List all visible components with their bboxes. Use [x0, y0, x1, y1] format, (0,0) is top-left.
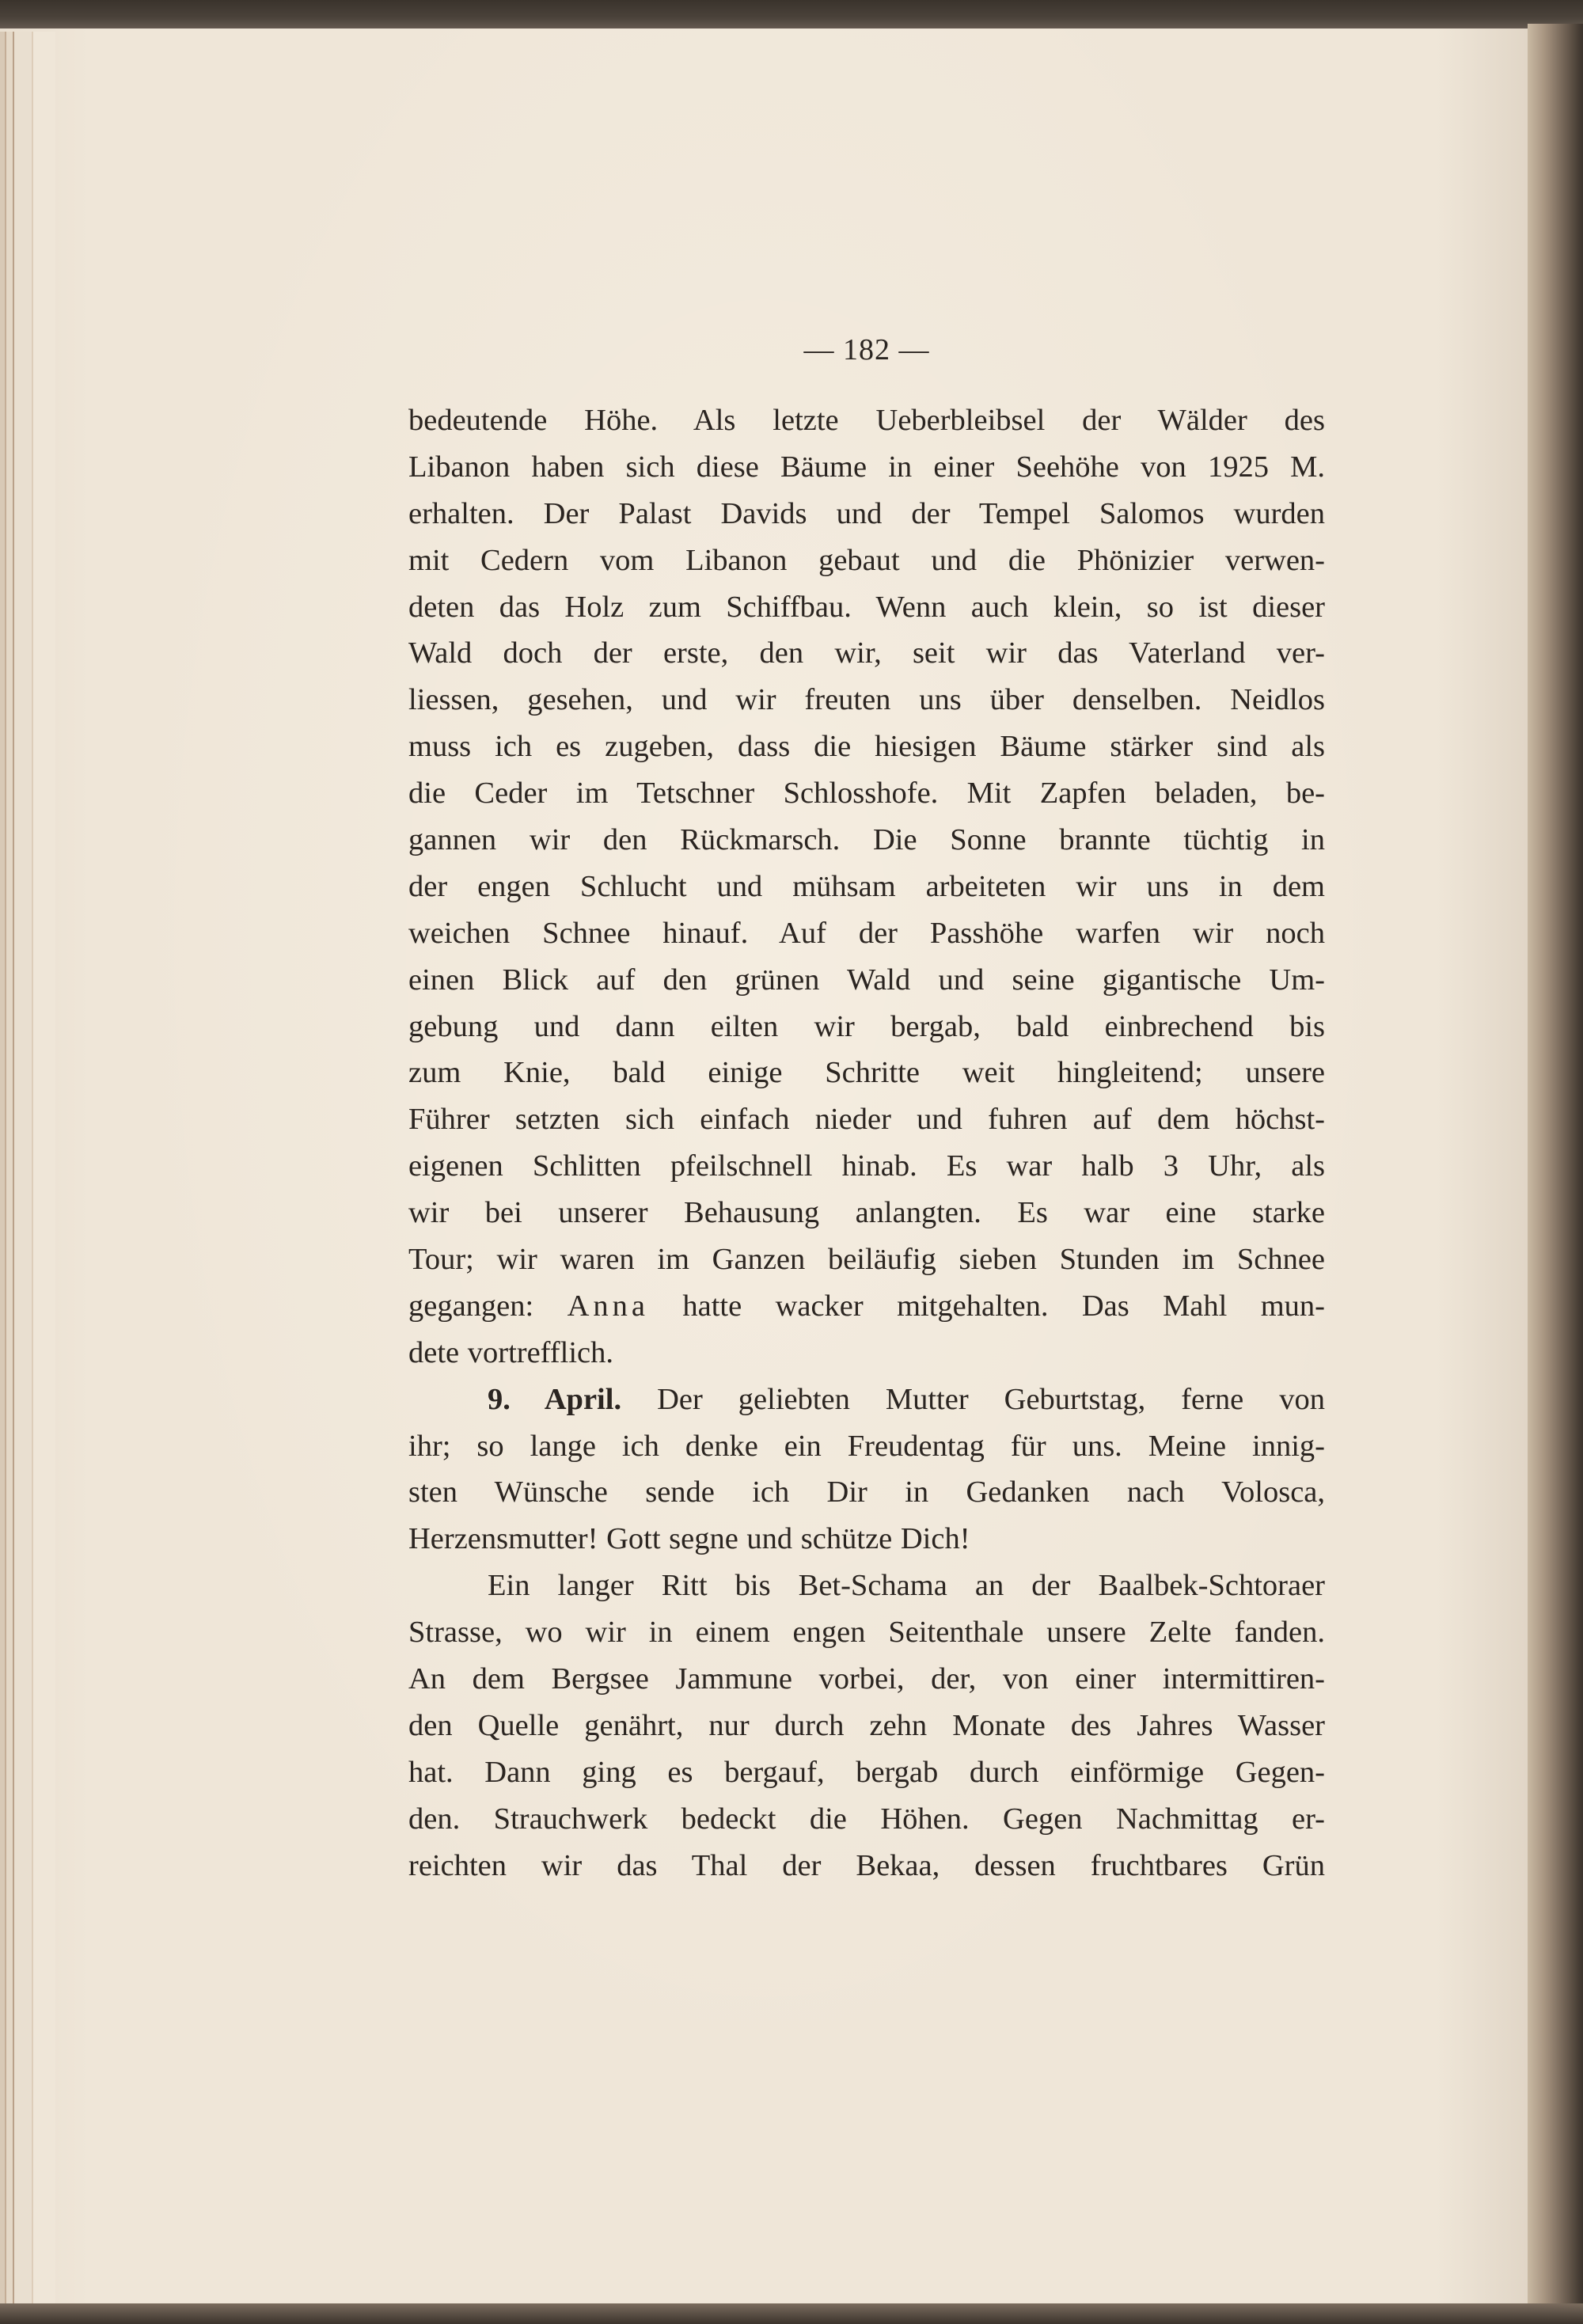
paragraph-line: dete vortrefflich. [408, 1335, 613, 1369]
paragraph-1 [408, 397, 1325, 1377]
paragraph-line: wir bei unserer Behausung anlangten. Es war eine starke [408, 1196, 1325, 1230]
body-text [408, 397, 1325, 1889]
book-bottom-edge [0, 2303, 1583, 2324]
paragraph-line: muss ich es zugeben, dass die hiesigen Bäume stärker sind als [408, 730, 1325, 764]
paragraph-line: Strasse, wo wir in einem engen Seitenthale unsere Zelte fanden. [408, 1616, 1325, 1650]
paragraph-line: An dem Bergsee Jammune vorbei, der, von einer intermittiren- [408, 1662, 1325, 1696]
paragraph-line: Libanon haben sich diese Bäume in einer Seehöhe von 1925 M. [408, 450, 1325, 484]
paragraph-line: gebung und dann eilten wir bergab, bald einbrechend bis [408, 1009, 1325, 1043]
paragraph-line: den. Strauchwerk bedeckt die Höhen. Gegen Nachmittag er- [408, 1802, 1325, 1836]
paragraph-line: erhalten. Der Palast Davids und der Tempel Salomos wurden [408, 496, 1325, 530]
book-right-edge [1528, 24, 1583, 2324]
paragraph-line: Führer setzten sich einfach nieder und fuhren auf dem höchst- [408, 1103, 1325, 1137]
paragraph-line: ihr; so lange ich denke ein Freudentag für uns. Meine innig- [408, 1429, 1325, 1463]
paragraph-line: Ein langer Ritt bis Bet-Schama an der Baalbek-Schtoraer [488, 1569, 1325, 1603]
date-heading: 9. April. [488, 1382, 622, 1416]
paragraph-line: Wald doch der erste, den wir, seit wir das Vaterland ver- [408, 636, 1325, 670]
paragraph-line: den Quelle genährt, nur durch zehn Monate des Jahres Wasser [408, 1708, 1325, 1742]
paragraph-line: deten das Holz zum Schiffbau. Wenn auch klein, so ist dieser [408, 590, 1325, 624]
paragraph-line: gannen wir den Rückmarsch. Die Sonne brannte tüchtig in [408, 823, 1325, 857]
paragraph-line: Herzensmutter! Gott segne und schütze Dich! [408, 1522, 970, 1556]
paragraph-line: mit Cedern vom Libanon gebaut und die Phönizier verwen- [408, 543, 1325, 577]
paragraph-line: sten Wünsche sende ich Dir in Gedanken nach Volosca, [408, 1475, 1325, 1509]
paragraph-line: zum Knie, bald einige Schritte weit hingleitend; unsere [408, 1056, 1325, 1090]
paragraph-3 [408, 1563, 1325, 1889]
paragraph-line: einen Blick auf den grünen Wald und seine gigantische Um- [408, 963, 1325, 997]
paragraph-line: weichen Schnee hinauf. Auf der Passhöhe warfen wir noch [408, 916, 1325, 950]
paragraph-line: bedeutende Höhe. Als letzte Ueberbleibsel der Wälder des [408, 404, 1325, 437]
paragraph-line: hat. Dann ging es bergauf, bergab durch einförmige Gegen- [408, 1755, 1325, 1789]
book-top-edge [0, 0, 1583, 32]
paragraph-line: die Ceder im Tetschner Schlosshofe. Mit Zapfen beladen, be- [408, 777, 1325, 811]
paragraph-line: eigenen Schlitten pfeilschnell hinab. Es war halb 3 Uhr, als [408, 1149, 1325, 1183]
page-stack-edge [0, 32, 55, 2303]
paragraph-line: gegangen: Anna hatte wacker mitgehalten. Das Mahl mun- [408, 1289, 1325, 1323]
paragraph-2 [408, 1377, 1325, 1563]
paragraph-line-text: Der geliebten Mutter Geburtstag, ferne von [657, 1382, 1326, 1416]
paragraph-line: reichten wir das Thal der Bekaa, dessen fruchtbares Grün [408, 1848, 1325, 1882]
page-number: — 182 — [803, 333, 930, 366]
paragraph-line: der engen Schlucht und mühsam arbeiteten wir uns in dem [408, 869, 1325, 903]
paragraph-line: liessen, gesehen, und wir freuten uns über denselben. Neidlos [408, 683, 1325, 717]
paragraph-line [408, 1377, 1325, 1423]
paragraph-line: Tour; wir waren im Ganzen beiläufig sieben Stunden im Schnee [408, 1243, 1325, 1277]
emphasized-name: Anna [567, 1289, 649, 1323]
